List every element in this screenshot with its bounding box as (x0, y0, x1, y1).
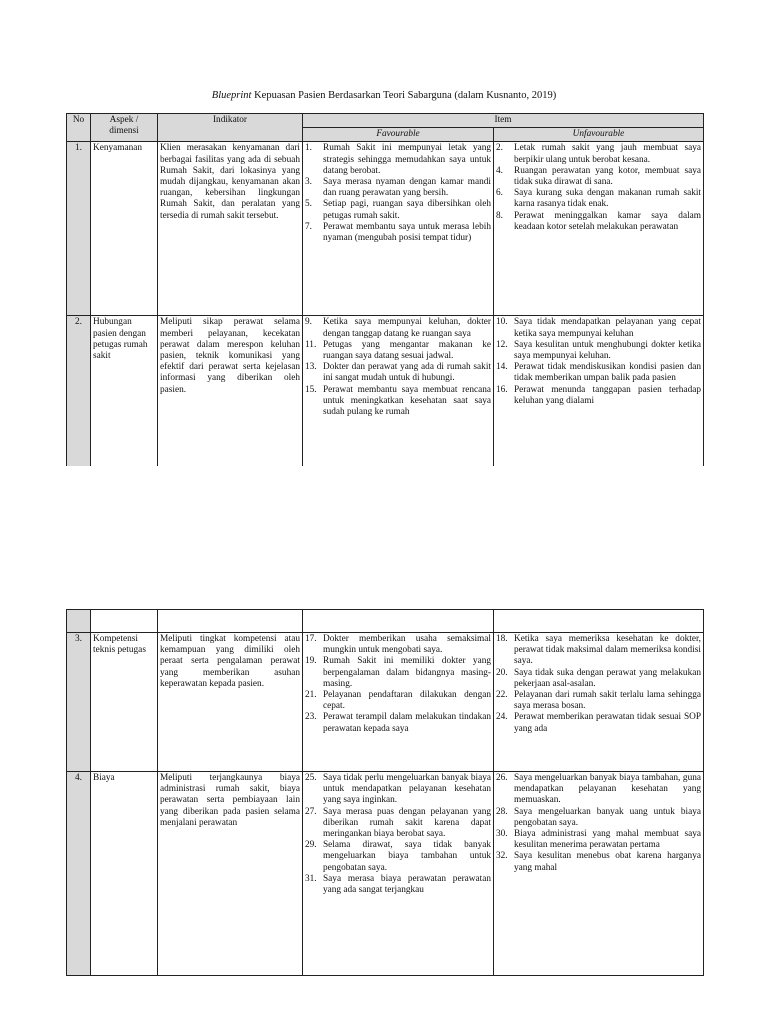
table-row (67, 142, 704, 316)
list-item (305, 222, 491, 244)
row-indikator: Meliputi terjangkaunya biaya administrasi rumah sakit, biaya perawatan serta pembiayaan lain yang diberikan pada pasien selama menjalani perawatan (158, 772, 303, 976)
row-unfavourable (494, 142, 704, 316)
list-item (496, 166, 701, 188)
list-item (305, 656, 491, 690)
item-text: Pelayanan dari rumah sakit terlalu lama sehingga saya merasa bosan. (514, 690, 701, 712)
list-item (305, 773, 491, 807)
item-number: 1. (305, 143, 312, 154)
item-text: Saya merasa nyaman dengan kamar mandi dan ruang perawatan yang bersih. (323, 177, 491, 199)
item-text: Rumah Sakit ini memiliki dokter yang berpengalaman dalam bidangnya masing-masing. (323, 656, 491, 689)
item-list (496, 773, 701, 874)
item-text: Pelayanan pendaftaran dilakukan dengan cepat. (323, 690, 491, 712)
blank-cell (303, 610, 494, 633)
item-list (496, 143, 701, 233)
list-item (305, 840, 491, 874)
item-number: 22. (496, 690, 508, 701)
item-text: Saya kesulitan menebus obat karena harganya yang mahal (514, 851, 701, 873)
header-indikator: Indikator (158, 114, 303, 142)
header-favourable: Favourable (303, 128, 494, 142)
item-text: Perawat tidak mendiskusikan kondisi pasien dan tidak memberikan umpan balik pada pasien (514, 362, 702, 384)
item-text: Saya merasa puas dengan pelayanan yang diberikan rumah sakit karena dapat meringankan biaya berobat saya. (323, 806, 491, 840)
item-text: Saya kesulitan untuk menghubungi dokter ketika saya mempunyai keluhan. (514, 339, 702, 362)
list-item (496, 851, 701, 873)
item-number: 8. (496, 210, 503, 221)
item-number: 14. (496, 362, 508, 373)
table-row (67, 633, 704, 772)
title-rest: Kepuasan Pasien Berdasarkan Teori Sabarguna (dalam Kusnanto, 2019) (254, 90, 557, 101)
list-item (305, 807, 491, 841)
list-item (496, 362, 701, 384)
item-text: Setiap pagi, ruangan saya dibersihkan oleh petugas rumah sakit. (323, 199, 491, 221)
blank-header-row (67, 610, 704, 633)
row-indikator: Klien merasakan kenyamanan dari berbagai fasilitas yang ada di sebuah Rumah Sakit, dari lokasinya yang mudah dijangkau, kenyamanan akan ruangan, kebersihan lingkungan Rumah Sakit, dan peralatan yang tersedia di rumah sakit tersebut. (158, 142, 303, 316)
item-number: 21. (305, 690, 317, 701)
item-text: Saya tidak suka dengan perawat yang melakukan pekerjaan asal-asalan. (514, 667, 701, 689)
item-number: 26. (496, 773, 508, 783)
header-row (67, 114, 704, 128)
item-text: Perawat menunda tanggapan pasien terhadap keluhan yang dialami (514, 384, 702, 406)
item-text: Petugas yang mengantar makanan ke ruangan saya datang sesuai jadwal. (323, 339, 491, 362)
item-text: Biaya administrasi yang mahal membuat saya kesulitan menerima perawatan pertama (514, 829, 701, 851)
row-number: 2. (67, 316, 91, 466)
row-favourable (303, 633, 494, 772)
row-aspek: Biaya (91, 772, 158, 976)
item-list (305, 317, 491, 418)
item-text: Saya tidak mendapatkan pelayanan yang cepat ketika saya mempunyai keluhan (514, 317, 702, 339)
item-number: 12. (496, 339, 508, 350)
item-text: Saya tidak perlu mengeluarkan banyak biaya untuk mendapatkan pelayanan kesehatan yang saya inginkan. (323, 773, 491, 806)
row-unfavourable (494, 633, 704, 772)
list-item (305, 874, 491, 896)
item-text: Perawat meninggalkan kamar saya dalam keadaan kotor setelah melakukan perawatan (514, 210, 702, 232)
blueprint-table-part2 (66, 609, 704, 976)
list-item (305, 712, 491, 734)
item-number: 7. (305, 221, 312, 232)
item-number: 19. (305, 656, 317, 667)
item-number: 10. (496, 317, 508, 328)
item-number: 25. (305, 773, 317, 783)
item-text: Rumah Sakit ini mempunyai letak yang strategis sehingga memudahkan saya untuk datang berobat. (323, 143, 491, 176)
item-text: Dokter memberikan usaha semaksimal mungkin untuk mengobati saya. (323, 634, 491, 656)
list-item (496, 317, 701, 339)
row-number: 1. (67, 142, 91, 316)
item-number: 4. (496, 165, 503, 176)
row-aspek: Kenyamanan (91, 142, 158, 316)
list-item (496, 188, 701, 210)
list-item (496, 807, 701, 829)
list-item (305, 317, 491, 339)
item-text: Ruangan perawatan yang kotor, membuat saya tidak suka dirawat di sana. (514, 165, 702, 188)
item-text: Ketika saya mempunyai keluhan, dokter dengan tanggap datang ke ruangan saya (323, 317, 491, 339)
item-number: 16. (496, 384, 508, 395)
item-number: 9. (305, 317, 312, 328)
list-item (305, 634, 491, 656)
item-number: 3. (305, 177, 312, 188)
item-list (305, 634, 491, 735)
list-item (496, 211, 701, 233)
list-item (496, 668, 701, 690)
list-item (496, 829, 701, 851)
item-number: 13. (305, 362, 317, 373)
list-item (496, 712, 701, 734)
row-favourable (303, 142, 494, 316)
row-indikator: Meliputi sikap perawat selama memberi pelayanan, kecekatan perawat dalam merespon keluhan pasien, teknik komunikasi yang efektif dari perawat serta kejelasan informasi yang diberikan oleh pasien. (158, 316, 303, 466)
item-text: Ketika saya memeriksa kesehatan ke dokter, perawat tidak maksimal dalam memeriksa kondisi saya. (514, 634, 701, 667)
table-row (67, 772, 704, 976)
blank-cell (494, 610, 704, 633)
item-number: 24. (496, 712, 508, 723)
item-text: Perawat membantu saya membuat rencana untuk meningkatkan kesehatan saat saya sudah pulang ke rumah (323, 384, 491, 418)
header-item: Item (303, 114, 704, 128)
list-item (496, 773, 701, 807)
title-italic: Blueprint (211, 90, 252, 101)
item-number: 28. (496, 806, 508, 817)
header-aspek: Aspek / dimensi (91, 114, 158, 142)
list-item (305, 362, 491, 384)
blank-cell (158, 610, 303, 633)
item-text: Perawat membantu saya untuk merasa lebih nyaman (mengubah posisi tempat tidur) (323, 221, 491, 244)
list-item (496, 634, 701, 668)
list-item (496, 143, 701, 165)
list-item (305, 385, 491, 419)
item-number: 2. (496, 143, 503, 154)
item-list (496, 634, 701, 735)
item-text: Saya merasa biaya perawatan perawatan yang ada sangat terjangkau (323, 873, 491, 896)
item-list (496, 317, 701, 407)
list-item (305, 143, 491, 177)
header-no: No (67, 114, 91, 142)
item-number: 17. (305, 634, 317, 644)
item-text: Perawat terampil dalam melakukan tindakan perawatan kepada saya (323, 712, 491, 734)
item-number: 5. (305, 199, 312, 210)
row-unfavourable (494, 316, 704, 466)
row-aspek: Kompetensi teknis petugas (91, 633, 158, 772)
table-row (67, 316, 704, 466)
item-number: 20. (496, 667, 508, 678)
item-text: Perawat memberikan perawatan tidak sesuai SOP yang ada (514, 712, 701, 734)
list-item (496, 385, 701, 407)
row-number: 3. (67, 633, 91, 772)
item-number: 23. (305, 712, 317, 723)
item-text: Dokter dan perawat yang ada di rumah sakit ini sangat mudah untuk di hubungi. (323, 362, 491, 384)
item-number: 29. (305, 840, 317, 851)
blank-cell (67, 610, 91, 633)
item-number: 11. (305, 339, 317, 350)
document-title (66, 90, 702, 101)
item-number: 27. (305, 806, 317, 817)
item-number: 30. (496, 829, 508, 840)
row-favourable (303, 772, 494, 976)
list-item (496, 340, 701, 362)
list-item (496, 690, 701, 712)
row-indikator: Meliputi tingkat kompetensi atau kemampuan yang dimiliki oleh peraat serta pengalaman perawat yang memberikan asuhan keperawatan kepada pasien. (158, 633, 303, 772)
item-number: 32. (496, 851, 508, 862)
item-list (305, 773, 491, 896)
row-favourable (303, 316, 494, 466)
row-unfavourable (494, 772, 704, 976)
blank-cell (91, 610, 158, 633)
blueprint-table-part1 (66, 113, 704, 466)
item-number: 31. (305, 873, 317, 884)
item-number: 6. (496, 188, 503, 199)
item-text: Saya mengeluarkan banyak uang untuk biaya pengobatan saya. (514, 806, 701, 828)
list-item (305, 199, 491, 221)
header-unfavourable: Unfavourable (494, 128, 704, 142)
item-number: 18. (496, 634, 508, 644)
item-text: Letak rumah sakit yang jauh membuat saya berpikir ulang untuk berobat kesana. (514, 143, 702, 165)
row-aspek: Hubungan pasien dengan petugas rumah sakit (91, 316, 158, 466)
list-item (305, 177, 491, 199)
item-text: Saya kurang suka dengan makanan rumah sakit karna rasanya tidak enak. (514, 188, 702, 210)
item-number: 15. (305, 384, 317, 395)
item-list (305, 143, 491, 244)
item-text: Selama dirawat, saya tidak banyak mengeluarkan biaya tambahan untuk pengobatan saya. (323, 840, 491, 873)
item-text: Saya mengeluarkan banyak biaya tambahan, guna mendapatkan pelayanan kesehatan yang memuaskan. (514, 773, 701, 806)
list-item (305, 690, 491, 712)
list-item (305, 340, 491, 362)
row-number: 4. (67, 772, 91, 976)
